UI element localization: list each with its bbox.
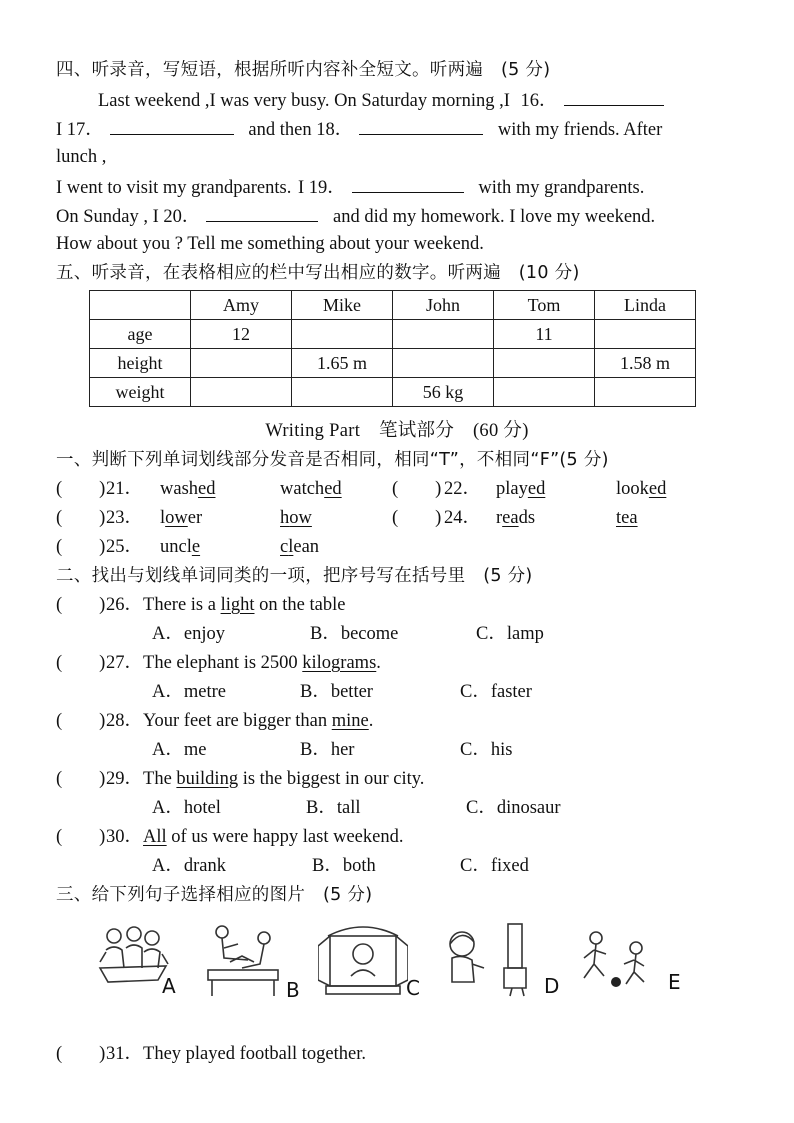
answer-blank-20[interactable]	[206, 201, 318, 222]
option-a[interactable]: A．me	[152, 740, 207, 760]
option-a[interactable]: A．drank	[152, 856, 226, 876]
picture-label-e: E	[668, 970, 681, 994]
question-number: 22．	[444, 479, 482, 499]
passage-text: Last weekend ,I was very busy. On Saturday morning ,I	[98, 91, 510, 111]
passage-text: and did my homework. I love my weekend.	[333, 207, 656, 227]
question-stem: 30．All of us were happy last weekend.	[106, 827, 404, 847]
exam-page	[56, 56, 738, 1069]
picture-b-relaxing	[202, 922, 286, 1006]
question-row-21-22	[56, 475, 738, 504]
picture-strip	[56, 916, 738, 1028]
table-cell: Linda	[595, 291, 696, 320]
option-c[interactable]: C．fixed	[460, 856, 529, 876]
picture-c-window	[318, 922, 408, 1002]
answer-paren-31[interactable]: ( )	[56, 1044, 106, 1064]
table-cell[interactable]	[292, 378, 393, 407]
passage-text: and then	[248, 120, 312, 140]
question-stem: 26．There is a light on the table	[106, 595, 346, 615]
table-cell[interactable]	[191, 349, 292, 378]
passage-text: with my grandparents.	[478, 178, 645, 198]
word-tea: tea	[616, 508, 638, 528]
word-clean: clean	[280, 537, 320, 557]
question-stem: 28．Your feet are bigger than mine.	[106, 711, 374, 731]
passage-line-4	[56, 172, 738, 201]
answer-blank-16[interactable]	[564, 85, 664, 106]
question-30	[56, 823, 738, 852]
section5-heading: 五、听录音，在表格相应的栏中写出相应的数字。听两遍 (10 分)	[56, 263, 580, 283]
picture-label-c: C	[406, 976, 420, 1000]
picture-e-football	[578, 922, 658, 1002]
word-reads: reads	[496, 508, 536, 528]
word-how: how	[280, 508, 312, 528]
question-number: 25．	[106, 537, 144, 557]
picture-label-a: A	[162, 974, 176, 998]
answer-blank-17[interactable]	[110, 114, 234, 135]
table-cell: 1.58 m	[595, 349, 696, 378]
question-27	[56, 649, 738, 678]
word-looked: looked	[616, 479, 667, 499]
option-c[interactable]: C．faster	[460, 682, 532, 702]
table-cell[interactable]	[595, 378, 696, 407]
option-b[interactable]: B．better	[300, 682, 373, 702]
question-number: 18．	[316, 120, 354, 140]
table-cell: 12	[191, 320, 292, 349]
question-number: 16．	[520, 91, 558, 111]
table-row	[90, 320, 696, 349]
answer-paren-23[interactable]: ( )	[56, 508, 106, 528]
option-a[interactable]: A．enjoy	[152, 624, 225, 644]
answer-paren-27[interactable]: ( )	[56, 653, 106, 673]
table-cell[interactable]	[494, 349, 595, 378]
options-30	[56, 852, 738, 881]
option-b[interactable]: B．tall	[306, 798, 361, 818]
question-26	[56, 591, 738, 620]
passage-line-5	[56, 201, 738, 230]
table-cell: 56 kg	[393, 378, 494, 407]
option-b[interactable]: B．both	[312, 856, 376, 876]
question-number: I 20．	[152, 207, 201, 227]
part1-heading: 一、判断下列单词划线部分发音是否相同，相同“T”，不相同“F”(5 分)	[56, 450, 609, 470]
option-a[interactable]: A．hotel	[152, 798, 221, 818]
question-28	[56, 707, 738, 736]
word-watched: watched	[280, 479, 342, 499]
question-stem: 31．They played football together.	[106, 1044, 366, 1064]
answer-blank-18[interactable]	[359, 114, 483, 135]
table-cell: 11	[494, 320, 595, 349]
option-c[interactable]: C．his	[460, 740, 513, 760]
question-29	[56, 765, 738, 794]
table-cell: age	[90, 320, 191, 349]
word-washed: washed	[160, 479, 216, 499]
table-cell: John	[393, 291, 494, 320]
picture-label-b: B	[286, 978, 300, 1002]
table-cell: Tom	[494, 291, 595, 320]
section4-heading: 四、听录音，写短语，根据所听内容补全短文。听两遍 (5 分)	[56, 60, 551, 80]
table-cell: 1.65 m	[292, 349, 393, 378]
table-cell[interactable]	[191, 378, 292, 407]
passage-text: On Sunday ,	[56, 207, 148, 227]
table-cell: Amy	[191, 291, 292, 320]
answer-paren-28[interactable]: ( )	[56, 711, 106, 731]
passage-line-1	[56, 85, 738, 114]
answer-paren-25[interactable]: ( )	[56, 537, 106, 557]
answer-paren-21[interactable]: ( )	[56, 479, 106, 499]
part3-heading: 三、给下列句子选择相应的图片 (5 分)	[56, 885, 373, 905]
options-29	[56, 794, 738, 823]
table-cell[interactable]	[292, 320, 393, 349]
answer-paren-24[interactable]: ( )	[392, 508, 442, 528]
passage-text: I went to visit my grandparents.	[56, 178, 292, 198]
options-28	[56, 736, 738, 765]
options-26	[56, 620, 738, 649]
option-b[interactable]: B．her	[300, 740, 355, 760]
option-c[interactable]: C．dinosaur	[466, 798, 561, 818]
question-number: 23．	[106, 508, 144, 528]
answer-paren-29[interactable]: ( )	[56, 769, 106, 789]
table-cell: height	[90, 349, 191, 378]
question-stem: 27．The elephant is 2500 kilograms.	[106, 653, 381, 673]
table-cell[interactable]	[393, 320, 494, 349]
table-cell[interactable]	[595, 320, 696, 349]
option-c[interactable]: C．lamp	[476, 624, 544, 644]
option-b[interactable]: B．become	[310, 624, 399, 644]
part2-heading: 二、找出与划线单词同类的一项，把序号写在括号里 (5 分)	[56, 566, 533, 586]
question-number: 21．	[106, 479, 144, 499]
answer-paren-30[interactable]: ( )	[56, 827, 106, 847]
question-31	[56, 1040, 738, 1069]
writing-part-title: Writing Part 笔试部分 (60 分)	[265, 421, 529, 441]
word-uncle: uncle	[160, 537, 201, 557]
question-number: 24．	[444, 508, 482, 528]
passage-line-3: lunch ,	[56, 147, 107, 167]
passage-line-6: How about you ? Tell me something about your weekend.	[56, 234, 484, 254]
table-cell	[90, 291, 191, 320]
options-27	[56, 678, 738, 707]
table-cell: Mike	[292, 291, 393, 320]
table-cell: weight	[90, 378, 191, 407]
passage-line-2	[56, 114, 738, 143]
answer-paren-22[interactable]: ( )	[392, 479, 442, 499]
question-stem: 29．The building is the biggest in our city.	[106, 769, 425, 789]
table-row	[90, 378, 696, 407]
table-row	[90, 349, 696, 378]
word-played: played	[496, 479, 546, 499]
table-cell[interactable]	[393, 349, 494, 378]
info-table	[89, 290, 696, 407]
option-a[interactable]: A．metre	[152, 682, 226, 702]
question-row-23-24	[56, 504, 738, 533]
answer-blank-19[interactable]	[352, 172, 464, 193]
picture-label-d: D	[544, 974, 560, 998]
question-number: I 19．	[297, 178, 346, 198]
passage-text: with my friends. After	[497, 120, 663, 140]
table-header-row	[90, 291, 696, 320]
picture-d-television	[438, 922, 534, 1002]
question-number: I 17．	[56, 120, 104, 140]
word-lower: lower	[160, 508, 203, 528]
answer-paren-26[interactable]: ( )	[56, 595, 106, 615]
question-row-25	[56, 533, 738, 562]
table-cell[interactable]	[494, 378, 595, 407]
